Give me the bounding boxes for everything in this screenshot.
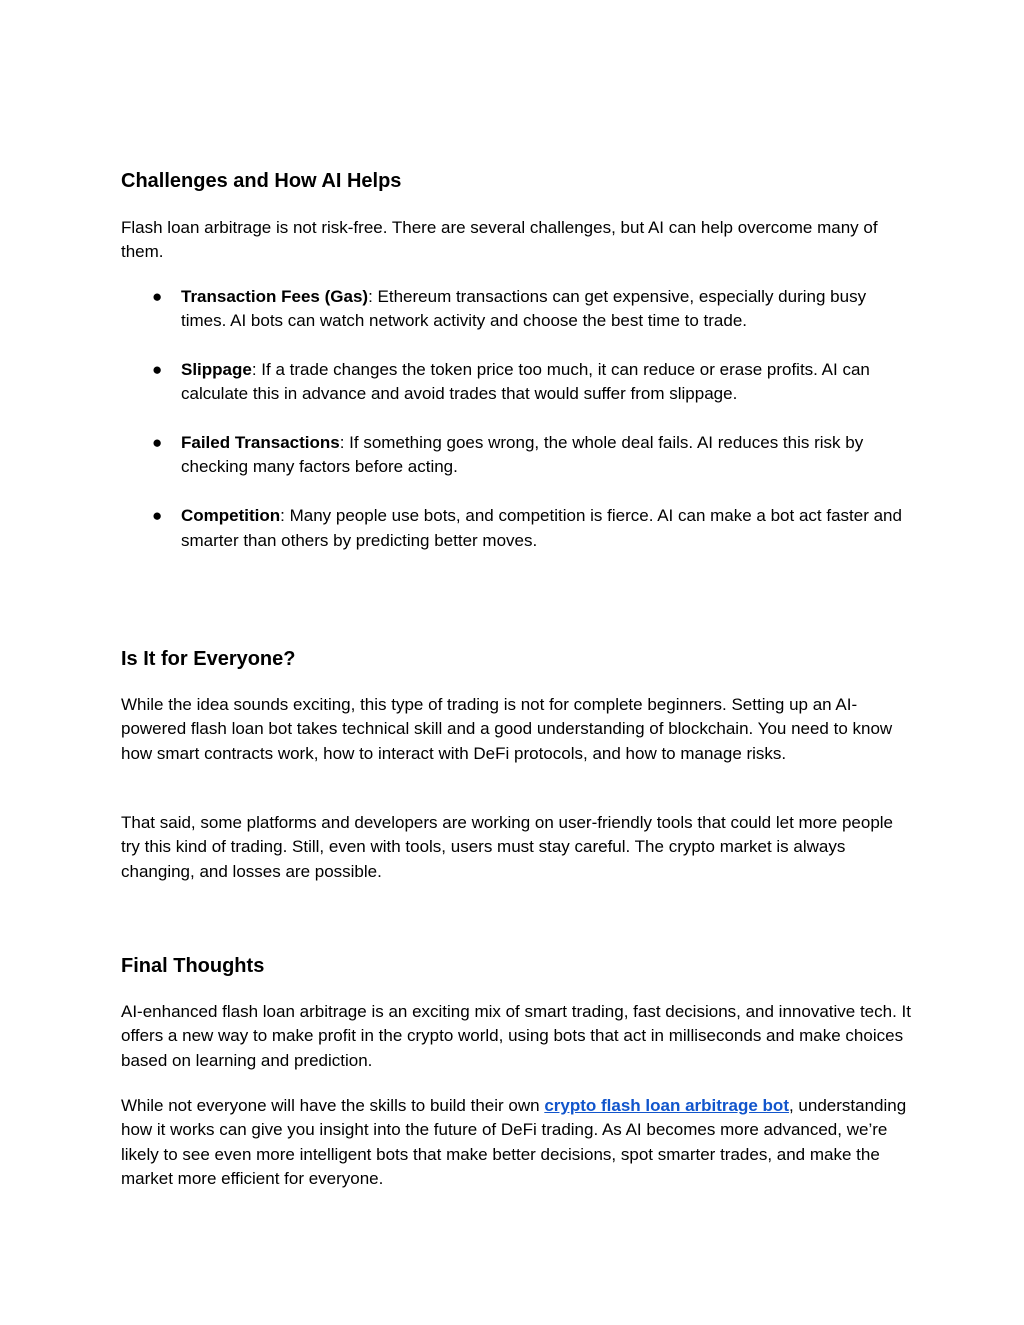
list-item-text: : Many people use bots, and competition is fierce. AI can make a bot act faster and smarter than others by predicting better moves.	[181, 506, 902, 550]
list-item-gas	[121, 285, 911, 334]
list-item-text: : Ethereum transactions can get expensive, especially during busy times. AI bots can watch network activity and choose the best time to trade.	[181, 287, 867, 331]
heading-everyone: Is It for Everyone?	[121, 648, 296, 670]
bullet-icon: ●	[152, 433, 163, 453]
list-item-failed-transactions	[121, 431, 911, 480]
challenges-intro: Flash loan arbitrage is not risk-free. There are several challenges, but AI can help overcome many of them.	[121, 218, 878, 262]
bullet-icon: ●	[152, 287, 163, 306]
list-item-slippage	[121, 358, 911, 407]
everyone-paragraph-1: While the idea sounds exciting, this type of trading is not for complete beginners. Setting up an AI-powered flash loan bot takes technical skill and a good understanding of blockchain. You need to know how smart contracts work, how to interact with DeFi protocols, and how to manage risks.	[121, 695, 893, 763]
list-item-term: Transaction Fees (Gas)	[181, 287, 369, 306]
arbitrage-bot-link[interactable]: crypto flash loan arbitrage bot	[544, 1096, 789, 1115]
challenges-list	[121, 285, 911, 577]
list-item-text: : If something goes wrong, the whole deal fails. AI reduces this risk by checking many factors before acting.	[181, 433, 864, 477]
bullet-icon: ●	[152, 360, 163, 380]
final-paragraph-2	[121, 1094, 911, 1191]
list-item-text: : If a trade changes the token price too much, it can reduce or erase profits. AI can calculate this in advance and avoid trades that would suffer from slippage.	[181, 360, 870, 404]
final-paragraph-1: AI-enhanced flash loan arbitrage is an exciting mix of smart trading, fast decisions, and innovative tech. It offers a new way to make profit in the crypto world, using bots that act in milliseconds and make choices based on learning and prediction.	[121, 1002, 911, 1070]
list-item-competition	[121, 504, 911, 553]
list-item-term: Failed Transactions	[181, 433, 340, 453]
final-paragraph-2-lead: While not everyone will have the skills to build their own	[121, 1096, 545, 1115]
everyone-paragraph-2: That said, some platforms and developers are working on user-friendly tools that could let more people try this kind of trading. Still, even with tools, users must stay careful. The crypto market is always changing, and losses are possible.	[121, 813, 894, 881]
heading-challenges: Challenges and How AI Helps	[121, 170, 402, 192]
list-item-term: Competition	[181, 506, 281, 526]
final-paragraph-2-rest: , understanding how it works can give you insight into the future of DeFi trading. As AI becomes more advanced, we’re likely to see even more intelligent bots that make better decisions, spot smarter trades, and make the market more efficient for everyone.	[121, 1096, 907, 1188]
bullet-icon: ●	[152, 506, 163, 526]
list-item-term: Slippage	[181, 360, 252, 380]
heading-final-thoughts: Final Thoughts	[121, 955, 265, 977]
